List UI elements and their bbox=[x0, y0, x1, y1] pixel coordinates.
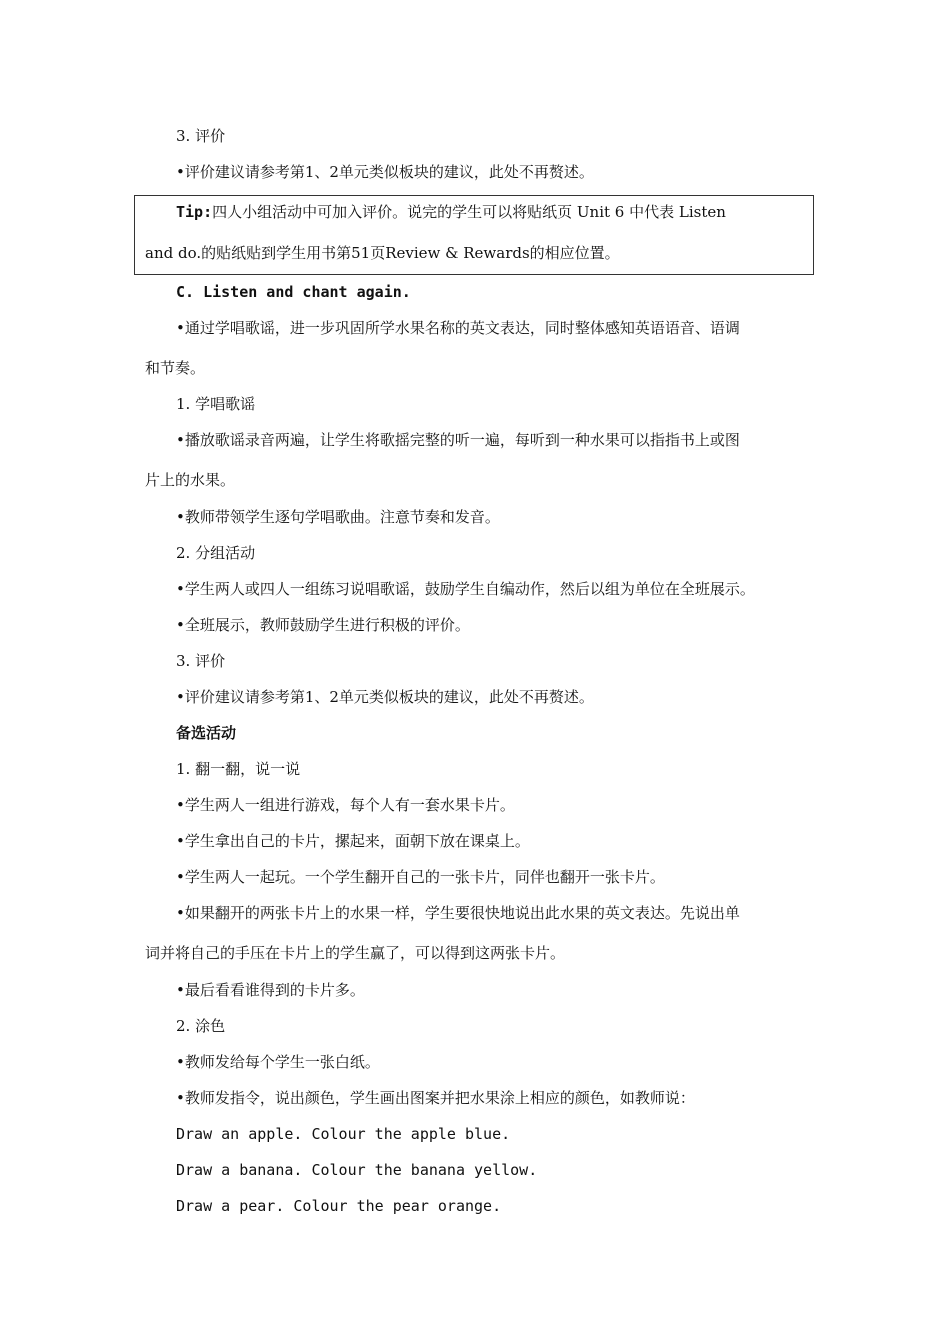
example-sentence-banana: Draw a banana. Colour the banana yellow. bbox=[176, 1161, 538, 1179]
step-1-heading: 1. 学唱歌谣 bbox=[176, 395, 256, 413]
activity-1-step-e: •最后看看谁得到的卡片多。 bbox=[176, 981, 365, 999]
tip-label: Tip: bbox=[176, 203, 213, 221]
activity-2-step-a: •教师发给每个学生一张白纸。 bbox=[176, 1053, 380, 1071]
evaluation-note-2: •评价建议请参考第1、2单元类似板块的建议，此处不再赘述。 bbox=[176, 688, 594, 706]
step-3-heading: 3. 评价 bbox=[176, 652, 226, 670]
tip-line-1 bbox=[176, 202, 726, 222]
activity-1-step-a: •学生两人一组进行游戏，每个人有一套水果卡片。 bbox=[176, 796, 515, 814]
paragraph-class-show: •全班展示，教师鼓励学生进行积极的评价。 bbox=[176, 616, 470, 634]
example-sentence-apple: Draw an apple. Colour the apple blue. bbox=[176, 1125, 511, 1143]
activity-1-heading: 1. 翻一翻，说一说 bbox=[176, 760, 301, 778]
tip-line-2: and do.的贴纸贴到学生用书第51页Review & Rewards的相应位置。 bbox=[145, 244, 620, 262]
activity-2-step-b: •教师发指令，说出颜色，学生画出图案并把水果涂上相应的颜色，如教师说： bbox=[176, 1089, 695, 1107]
activity-1-step-c: •学生两人一起玩。一个学生翻开自己的一张卡片，同伴也翻开一张卡片。 bbox=[176, 868, 665, 886]
activity-1-step-d: •如果翻开的两张卡片上的水果一样，学生要很快地说出此水果的英文表达。先说出单 bbox=[176, 904, 740, 922]
paragraph-play-recording-cont: 片上的水果。 bbox=[145, 471, 236, 489]
tip-box bbox=[134, 195, 814, 275]
paragraph-play-recording: •播放歌谣录音两遍，让学生将歌摇完整的听一遍，每听到一种水果可以指指书上或图 bbox=[176, 431, 740, 449]
tip-line-1-text: 四人小组活动中可加入评价。说完的学生可以将贴纸页 Unit 6 中代表 Listen bbox=[212, 203, 726, 221]
optional-activities-heading: 备选活动 bbox=[176, 724, 237, 742]
paragraph-chant-purpose: •通过学唱歌谣，进一步巩固所学水果名称的英文表达，同时整体感知英语语音、语调 bbox=[176, 319, 740, 337]
step-3-evaluation-heading: 3. 评价 bbox=[176, 127, 226, 145]
section-c-heading: C. Listen and chant again. bbox=[176, 283, 411, 301]
paragraph-chant-purpose-cont: 和节奏。 bbox=[145, 359, 206, 377]
example-sentence-pear: Draw a pear. Colour the pear orange. bbox=[176, 1197, 502, 1215]
activity-1-step-b: •学生拿出自己的卡片，摞起来，面朝下放在课桌上。 bbox=[176, 832, 530, 850]
activity-1-step-d-cont: 词并将自己的手压在卡片上的学生赢了，可以得到这两张卡片。 bbox=[145, 944, 566, 962]
step-2-heading: 2. 分组活动 bbox=[176, 544, 256, 562]
evaluation-note: •评价建议请参考第1、2单元类似板块的建议，此处不再赘述。 bbox=[176, 163, 594, 181]
activity-2-heading: 2. 涂色 bbox=[176, 1017, 226, 1035]
paragraph-teacher-leads: •教师带领学生逐句学唱歌曲。注意节奏和发音。 bbox=[176, 508, 500, 526]
paragraph-group-practice: •学生两人或四人一组练习说唱歌谣，鼓励学生自编动作，然后以组为单位在全班展示。 bbox=[176, 580, 755, 598]
